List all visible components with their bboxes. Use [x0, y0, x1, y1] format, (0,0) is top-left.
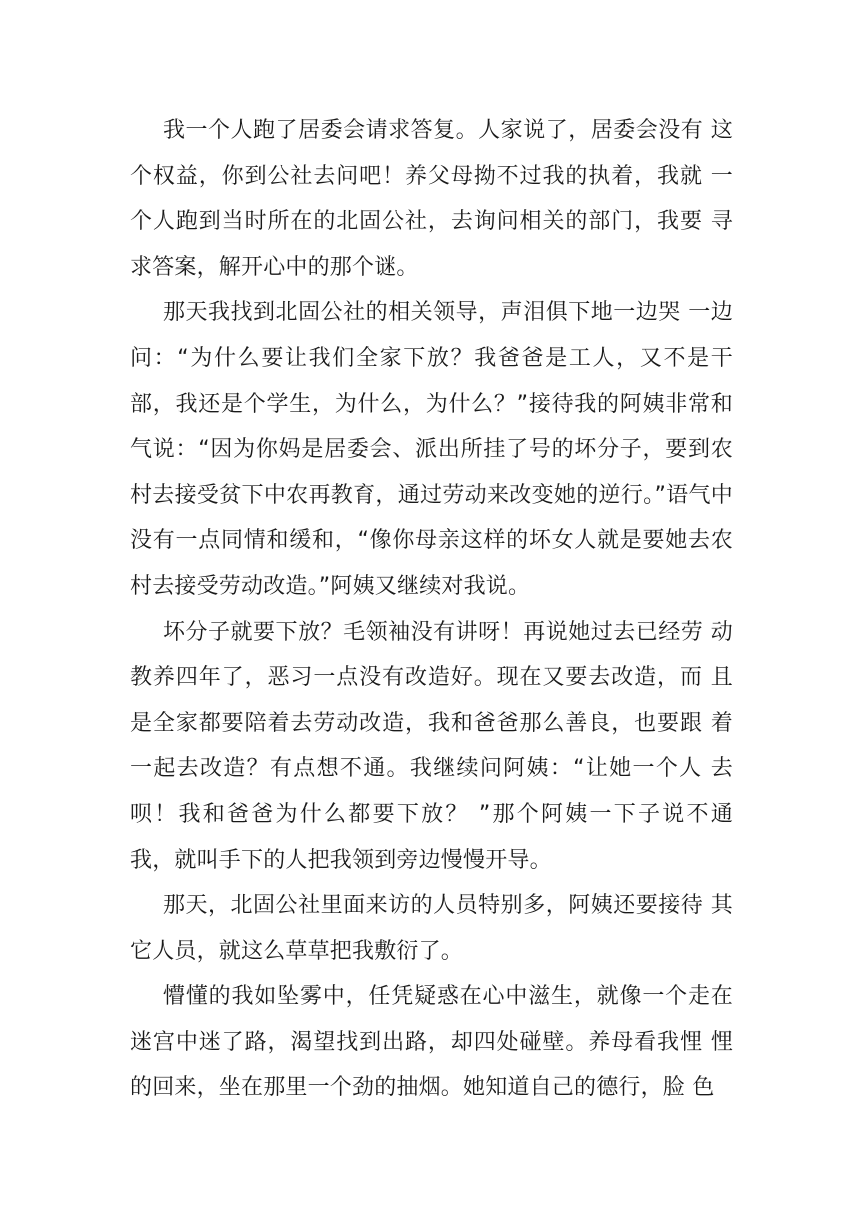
paragraph-1: 我一个人跑了居委会请求答复。人家说了，居委会没有 这个权益，你到公社去问吧！养父母拗不过我的执着，我就 一个人跑到当时所在的北固公社，去询问相关的部门，我要 寻求答案，解开心中的那个谜。	[130, 118, 733, 280]
paragraph-2: 那天我找到北固公社的相关领导，声泪俱下地一边哭 一边问：“为什么要让我们全家下放？我爸爸是工人，又不是干部，我还是个学生，为什么，为什么？”接待我的阿姨非常和气说：“因为你妈是居委会、派出所挂了号的坏分子，要到农村去接受贫下中农再教育，通过劳动来改变她的逆行。”语气中没有一点同情和缓和，“像你母亲这样的坏女人就是要她去农村去接受劳动改造。”阿姨又继续对我说。	[130, 300, 733, 599]
paragraph-5: 懵懂的我如坠雾中，任凭疑惑在心中滋生，就像一个走在迷宫中迷了路，渴望找到出路，却四处碰壁。养母看我悝 悝的回来，坐在那里一个劲的抽烟。她知道自己的德行，脸 色	[130, 984, 733, 1101]
paragraph-3: 坏分子就要下放？毛领袖没有讲呀！再说她过去已经劳 动教养四年了，恶习一点没有改造好。现在又要去改造，而 且是全家都要陪着去劳动改造，我和爸爸那么善良，也要跟 着一起去改造？有点想不通。我继续问阿姨：“让她一个人 去呗！我和爸爸为什么都要下放？ ”那个阿姨一下子说不通 我，就叫手下的人把我领到旁边慢慢开导。	[130, 619, 733, 873]
paragraph-4: 那天，北固公社里面来访的人员特别多，阿姨还要接待 其它人员，就这么草草把我敷衍了。	[130, 893, 733, 964]
document-body	[130, 108, 733, 1111]
